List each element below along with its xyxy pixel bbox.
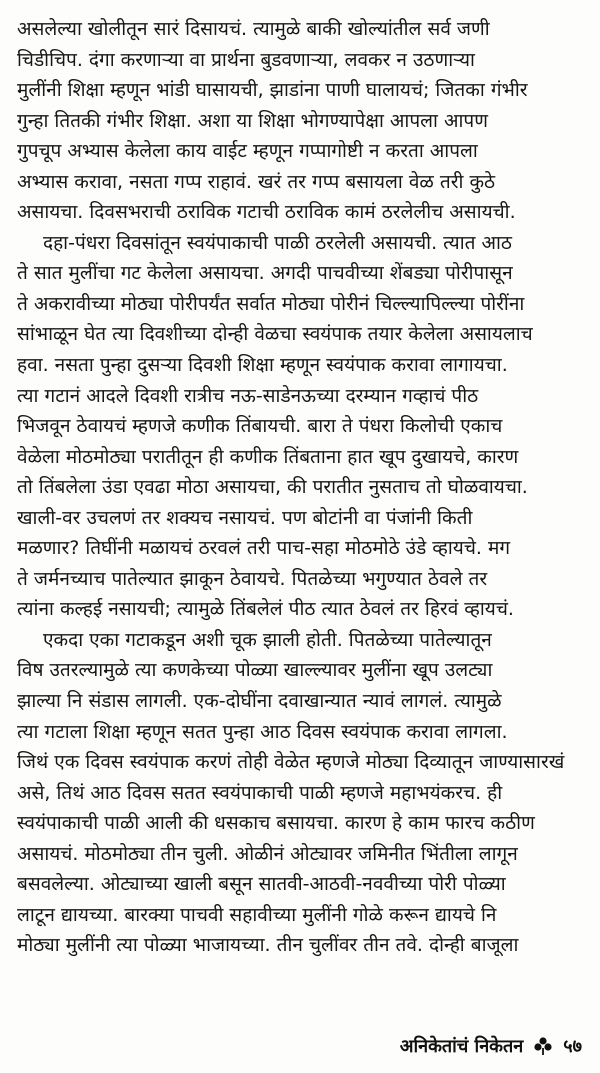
text-line: असे, तिथं आठ दिवस सतत स्वयंपाकाची पाळी म्हणजे महाभयंकरच. ही <box>17 781 503 804</box>
floral-ornament-icon <box>533 1036 553 1056</box>
text-line: मोठ्या मुलींनी त्या पोळ्या भाजायच्या. तीन चुलींवर तीन तवे. दोन्ही बाजूला <box>17 934 519 957</box>
text-line: तो तिंबलेला उंडा एवढा मोठा असायचा, की परातीत नुसताच तो घोळवायचा. <box>17 476 528 499</box>
text-line: मुलींनी शिक्षा म्हणून भांडी घासायची, झाडांना पाणी घालायचं; जितका गंभीर <box>17 79 528 102</box>
text-line: वेळेला मोठमोठ्या परातीतून ही कणीक तिंबताना हात खूप दुखायचे, कारण <box>17 445 519 468</box>
text-line: मळणार? तिघींनी मळायचं ठरवलं तरी पाच-सहा मोठमोठे उंडे व्हायचे. मग <box>17 537 511 560</box>
book-title: अनिकेतांचं निकेतन <box>399 1036 524 1057</box>
text-line: गुन्हा तितकी गंभीर शिक्षा. अशा या शिक्षा भोगण्यापेक्षा आपला आपण <box>17 109 488 132</box>
paragraph-1 <box>17 14 585 228</box>
page-number: ५७ <box>563 1036 582 1057</box>
text-line: चिडीचिप. दंगा करणाऱ्या वा प्रार्थना बुडवणाऱ्या, लवकर न उठणाऱ्या <box>17 48 475 71</box>
text-line: झाल्या नि संडास लागली. एक-दोघींना दवाखान्यात न्यावं लागलं. त्यामुळे <box>17 690 502 713</box>
text-line: त्या गटानं आदले दिवशी रात्रीच नऊ-साडेनऊच्या दरम्यान गव्हाचं पीठ <box>17 384 479 407</box>
text-line: अभ्यास करावा, नसता गप्प राहावं. खरं तर गप्प बसायला वेळ तरी कुठे <box>17 170 496 193</box>
text-line: असायचा. दिवसभराची ठराविक गटाची ठराविक कामं ठरलेलीच असायची. <box>17 201 516 224</box>
body-text <box>17 14 585 961</box>
text-line: दहा-पंधरा दिवसांतून स्वयंपाकाची पाळी ठरलेली असायची. त्यात आठ <box>43 231 512 254</box>
text-line: त्यांना कल्हई नसायची; त्यामुळे तिंबलेलं पीठ त्यात ठेवलं तर हिरवं व्हायचं. <box>17 598 514 621</box>
text-line: हवा. नसता पुन्हा दुसऱ्या दिवशी शिक्षा म्हणून स्वयंपाक करावा लागायचा. <box>17 354 508 377</box>
text-line: गुपचूप अभ्यास केलेला काय वाईट म्हणून गप्पागोष्टी न करता आपला <box>17 140 478 163</box>
text-line: भिजवून ठेवायचं म्हणजे कणीक तिंबायची. बारा ते पंधरा किलोची एकाच <box>17 415 503 438</box>
text-line: ते सात मुलींचा गट केलेला असायचा. अगदी पाचवीच्या शेंबड्या पोरीपासून <box>17 262 513 285</box>
text-line: लाटून द्यायच्या. बारक्या पाचवी सहावीच्या मुलींनी गोळे करून द्यायचे नि <box>17 903 497 926</box>
text-line: विष उतरल्यामुळे त्या कणकेच्या पोळ्या खाल्ल्यावर मुलींना खूप उलट्या <box>17 659 493 682</box>
text-line: ते जर्मनच्याच पातेल्यात झाकून ठेवायचे. पितळेच्या भगुण्यात ठेवले तर <box>17 567 488 590</box>
text-line: सांभाळून घेत त्या दिवशीच्या दोन्ही वेळचा स्वयंपाक तयार केलेला असायलाच <box>17 323 533 346</box>
text-line: असायचं. मोठमोठ्या तीन चुली. ओळीनं ओट्यावर जमिनीत भिंतीला लागून <box>17 842 518 865</box>
paragraph-2 <box>17 228 585 625</box>
text-line: एकदा एका गटाकडून अशी चूक झाली होती. पितळेच्या पातेल्यातून <box>43 628 492 651</box>
text-line: जिथं एक दिवस स्वयंपाक करणं तोही वेळेत म्हणजे मोठ्या दिव्यातून जाण्यासारखं <box>17 751 565 774</box>
page-footer <box>400 1034 582 1058</box>
text-line: असलेल्या खोलीतून सारं दिसायचं. त्यामुळे बाकी खोल्यांतील सर्व जणी <box>17 18 490 40</box>
text-line: ते अकरावीच्या मोठ्या पोरीपर्यंत सर्वात मोठ्या पोरीनं चिल्ल्यापिल्ल्या पोरींना <box>17 292 525 315</box>
text-line: बसवलेल्या. ओट्याच्या खाली बसून सातवी-आठवी-नववीच्या पोरी पोळ्या <box>17 873 506 896</box>
text-line: त्या गटाला शिक्षा म्हणून सतत पुन्हा आठ दिवस स्वयंपाक करावा लागला. <box>17 720 508 743</box>
text-line: स्वयंपाकाची पाळी आली की धसकाच बसायचा. कारण हे काम फारच कठीण <box>17 812 535 835</box>
text-line: खाली-वर उचलणं तर शक्यच नसायचं. पण बोटांनी वा पंजांनी किती <box>17 506 473 529</box>
paragraph-3 <box>17 625 585 961</box>
